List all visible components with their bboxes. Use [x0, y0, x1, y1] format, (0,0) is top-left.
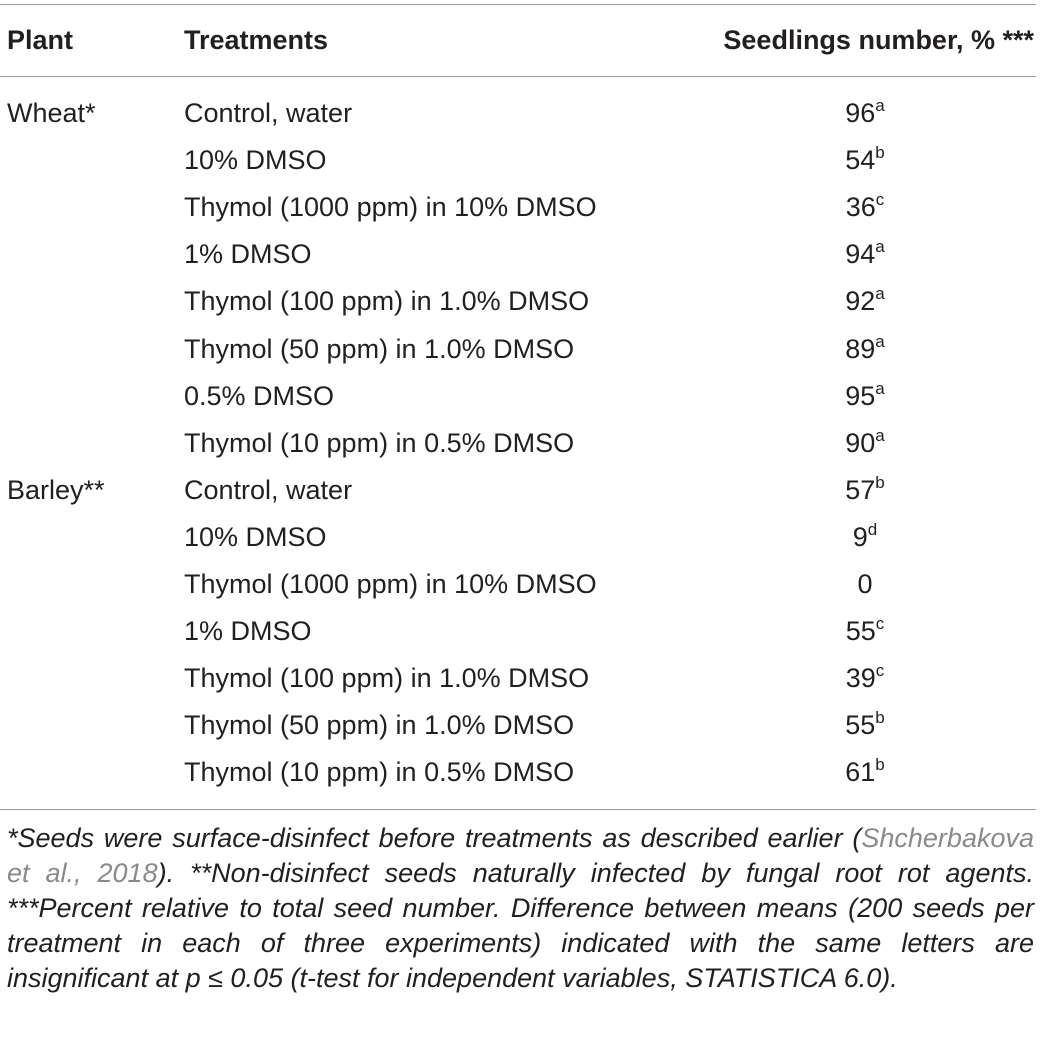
- header-seedlings-number: Seedlings number, % ***: [723, 25, 1034, 55]
- table-bottom-rule: [0, 809, 1036, 810]
- significance-letter: a: [875, 96, 885, 115]
- significance-letter: a: [875, 284, 885, 303]
- cell-treatment: Control, water: [184, 475, 353, 505]
- cell-seedlings-number: [790, 238, 940, 270]
- cell-treatment: 1% DMSO: [184, 616, 312, 646]
- cell-seedlings-number: [790, 333, 940, 365]
- significance-letter: b: [875, 143, 885, 162]
- header-treatments: Treatments: [184, 25, 329, 55]
- value-number: 36: [845, 192, 876, 222]
- header-plant: Plant: [7, 25, 74, 55]
- significance-letter: a: [875, 426, 885, 445]
- cell-seedlings-number: [790, 427, 940, 459]
- cell-seedlings-number: [790, 709, 940, 741]
- value-number: 94: [845, 239, 876, 269]
- value-number: 55: [845, 616, 876, 646]
- value-number: 57: [845, 475, 876, 505]
- cell-treatment: Thymol (1000 ppm) in 10% DMSO: [184, 569, 597, 599]
- cell-treatment: Thymol (100 ppm) in 1.0% DMSO: [184, 286, 590, 316]
- table-top-rule: [0, 4, 1036, 5]
- cell-treatment: Thymol (10 ppm) in 0.5% DMSO: [184, 428, 575, 458]
- significance-letter: c: [875, 661, 885, 680]
- cell-treatment: Control, water: [184, 98, 353, 128]
- cell-seedlings-number: [790, 285, 940, 317]
- cell-treatment: Thymol (100 ppm) in 1.0% DMSO: [184, 663, 590, 693]
- cell-seedlings-number: [790, 521, 940, 553]
- value-number: 89: [845, 334, 876, 364]
- cell-seedlings-number: [790, 615, 940, 647]
- table-footnote: [7, 821, 1034, 996]
- value-number: 95: [845, 381, 876, 411]
- cell-plant: Barley**: [7, 475, 105, 505]
- significance-letter: a: [875, 332, 885, 351]
- cell-treatment: Thymol (1000 ppm) in 10% DMSO: [184, 192, 597, 222]
- cell-seedlings-number: [790, 756, 940, 788]
- value-number: 61: [845, 757, 876, 787]
- value-number: 9: [852, 522, 868, 552]
- cell-seedlings-number: [790, 144, 940, 176]
- cell-treatment: 1% DMSO: [184, 239, 312, 269]
- footnote-text-2: ). **Non-disinfect seeds naturally infected by fungal root rot agents. ***Percent relative to total seed number. Difference between means (200 seeds per treatment in each of three experiments) indicated with the same letters are insignificant at p ≤ 0.05 (t-test for independent variables, STATISTICA 6.0).: [7, 858, 1034, 993]
- significance-letter: b: [875, 473, 885, 492]
- value-number: 54: [845, 145, 876, 175]
- value-number: 0: [857, 569, 873, 599]
- cell-treatment: Thymol (50 ppm) in 1.0% DMSO: [184, 334, 575, 364]
- significance-letter: a: [875, 237, 885, 256]
- cell-seedlings-number: [790, 380, 940, 412]
- significance-letter: d: [867, 520, 878, 539]
- value-number: 39: [845, 663, 876, 693]
- significance-letter: a: [875, 379, 885, 398]
- cell-seedlings-number: [790, 474, 940, 506]
- table-header-rule: [0, 76, 1036, 77]
- cell-treatment: 10% DMSO: [184, 522, 327, 552]
- footnote-text-1: *Seeds were surface-disinfect before treatments as described earlier (: [7, 823, 862, 853]
- cell-seedlings-number: [790, 191, 940, 223]
- cell-seedlings-number: [790, 568, 940, 600]
- significance-letter: c: [875, 614, 885, 633]
- cell-seedlings-number: [790, 662, 940, 694]
- significance-letter: b: [875, 708, 885, 727]
- cell-seedlings-number: [790, 97, 940, 129]
- cell-treatment: Thymol (50 ppm) in 1.0% DMSO: [184, 710, 575, 740]
- footnote-reference-link[interactable]: Shcherbakova et al., 2018: [7, 823, 1034, 888]
- value-number: 92: [845, 286, 876, 316]
- significance-letter: c: [875, 190, 885, 209]
- value-number: 90: [845, 428, 876, 458]
- cell-plant: Wheat*: [7, 98, 96, 128]
- cell-treatment: 10% DMSO: [184, 145, 327, 175]
- cell-treatment: Thymol (10 ppm) in 0.5% DMSO: [184, 757, 575, 787]
- value-number: 96: [845, 98, 876, 128]
- cell-treatment: 0.5% DMSO: [184, 381, 335, 411]
- value-number: 55: [845, 710, 876, 740]
- significance-letter: b: [875, 755, 885, 774]
